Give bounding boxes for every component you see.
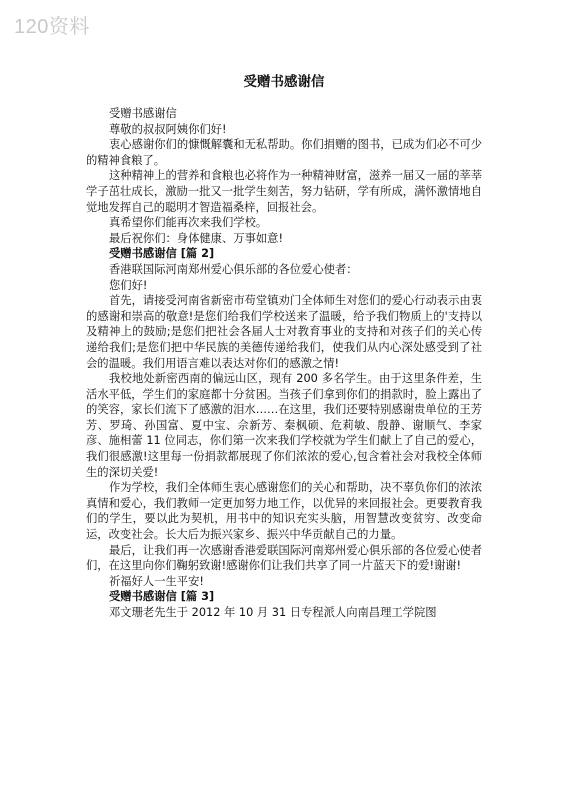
salutation: 香港联国际河南郑州爱心俱乐部的各位爱心使者： — [109, 262, 358, 276]
letter-heading: 受赠书感谢信 — [109, 107, 177, 120]
closing: 祈福好人一生平安! — [109, 574, 204, 588]
watermark-logo: 120资料 — [14, 16, 90, 38]
paragraph: 我校地处新密西南的偏远山区，现有 200 多名学生。由于这里条件差，生活水平低，学生们的家庭都十分贫困。当孩子们拿到你们的捐款时，脸上露出了的笑容，家长们流下了感激的泪水……在这里，我们还要特别感谢贵单位的王芳芳、罗琦、孙国富、夏中宝、佘新芳、秦枫硕、危莉敏、殷静、谢顺气、李家彦、施相蕾 11 位同志，你们第一次来我们学校就为学生们献上了自己的爱心，我们很感激!这里每一份捐款都展现了你们浓浓的爱心,包含着社会对我校全体师生的深切关爱! — [86, 372, 482, 479]
paragraph: 作为学校，我们全体师生衷心感谢您们的关心和帮助，决不辜负你们的浓浓真情和爱心，我们教师一定更加努力地工作，以优异的来回报社会。更要教育我们的学生，要以此为契机，用书中的知识充实头脑，用智慧改变贫穷、改变命运，改变社会。长大后为振兴家乡、振兴中华贡献自己的力量。 — [86, 481, 482, 542]
paragraph: 首先，请接受河南省新密市苟堂镇劝门全体师生对您们的爱心行动表示由衷的感谢和崇高的敬意!是您们给我们学校送来了温暖，给予我们物质上的'支持以及精神上的鼓励;是您们把社会各届人士对教育事业的支持和对孩子们的关心传递给我们;是您们把中华民族的美德传递给我们，使我们从内心深处感受到了社会的温暖。我们用语言难以表达对你们的感激之情! — [86, 294, 482, 370]
paragraph: 衷心感谢你们的慷慨解囊和无私帮助。你们捐赠的图书，已成为们必不可少的精神食粮了。 — [86, 138, 482, 167]
document-title: 受赠书感谢信 — [243, 74, 325, 90]
section-heading-3: 受赠书感谢信 [篇 3] — [109, 590, 215, 604]
paragraph: 最后，让我们再一次感谢香港爱联国际河南郑州爱心俱乐部的各位爱心使者们，在这里向你们鞠躬致谢!感谢你们让我们共享了同一片蓝天下的爱!谢谢! — [86, 543, 482, 573]
paragraph: 邓文珊老先生于 2012 年 10 月 31 日专程派人向南昌理工学院图 — [109, 606, 437, 619]
paragraph: 真希望你们能再次来我们学校。 — [109, 216, 268, 230]
document-body — [86, 70, 482, 621]
greeting: 您们好! — [109, 278, 148, 292]
paragraph: 最后祝你们：身体健康、万事如意! — [109, 231, 283, 245]
section-heading-2: 受赠书感谢信 [篇 2] — [109, 247, 215, 261]
salutation: 尊敬的叔叔阿姨你们好! — [109, 122, 227, 136]
paragraph: 这种精神上的营养和食粮也必将作为一种精神财富，滋养一届又一届的莘莘学子茁壮成长，激励一批又一批学生刻苦，努力钻研，学有所成，满怀激情地自觉地发挥自己的聪明才智造福桑梓，回报社会。 — [86, 169, 482, 214]
